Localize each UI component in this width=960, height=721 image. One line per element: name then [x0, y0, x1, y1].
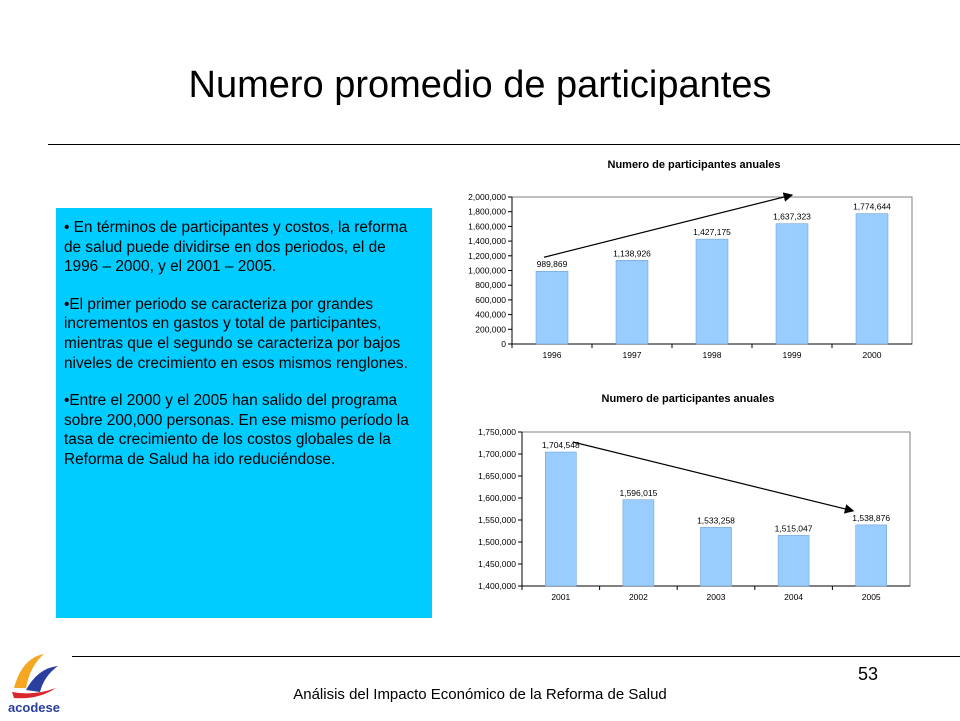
- bar: [545, 452, 576, 586]
- data-label: 1,138,926: [613, 248, 651, 259]
- page-number: 53: [858, 664, 879, 684]
- bar: [696, 239, 728, 344]
- y-tick-label: 0: [501, 339, 506, 349]
- chart-0-title: Numero de participantes anuales: [607, 159, 781, 171]
- logo-text: acodese: [7, 700, 61, 715]
- y-tick-label: 1,400,000: [478, 581, 516, 591]
- bar: [776, 224, 808, 344]
- data-label: 1,427,175: [693, 227, 731, 238]
- data-label: 1,704,548: [541, 439, 580, 450]
- bar: [856, 525, 887, 586]
- data-label: 989,869: [536, 259, 568, 270]
- x-tick-label: 2005: [861, 592, 881, 602]
- bar: [536, 271, 568, 344]
- slide-title: Numero promedio de participantes: [188, 64, 772, 106]
- bar: [700, 527, 731, 586]
- chart-1-title: Numero de participantes anuales: [601, 393, 775, 405]
- x-tick-label: 2003: [706, 592, 726, 602]
- y-tick-label: 1,600,000: [478, 493, 516, 503]
- y-tick-label: 800,000: [475, 280, 506, 291]
- participants-chart-1996-2000: [448, 152, 920, 372]
- x-tick-label: 1996: [542, 350, 562, 360]
- acodese-logo-mark: [4, 648, 64, 716]
- x-tick-label: 2000: [862, 350, 882, 360]
- x-tick-label: 1999: [782, 350, 802, 360]
- x-tick-label: 2001: [551, 592, 571, 602]
- y-tick-label: 1,600,000: [468, 221, 506, 232]
- bottom-divider: [72, 656, 960, 657]
- x-tick-label: 2004: [784, 592, 804, 602]
- x-tick-label: 2002: [628, 592, 648, 602]
- data-label: 1,538,876: [852, 512, 891, 523]
- y-tick-label: 1,700,000: [478, 449, 516, 459]
- y-tick-label: 1,450,000: [478, 559, 516, 569]
- y-tick-label: 1,200,000: [468, 250, 506, 261]
- summary-textbox: [56, 208, 432, 618]
- y-tick-label: 1,750,000: [478, 427, 516, 437]
- data-label: 1,515,047: [774, 523, 813, 534]
- y-tick-label: 600,000: [475, 294, 506, 305]
- trend-arrow: [544, 195, 792, 257]
- footer-text: Análisis del Impacto Económico de la Reforma de Salud: [293, 686, 667, 703]
- data-label: 1,596,015: [619, 487, 658, 498]
- chart-2-svg: [448, 384, 920, 616]
- data-label: 1,637,323: [773, 211, 811, 222]
- bullet-1: • En términos de participantes y costos, la reforma de salud puede dividirse en dos periodos, el de 1996 – 2000, y el 2001 – 2005.: [64, 219, 408, 276]
- bullet-3: •Entre el 2000 y el 2005 han salido del programa sobre 200,000 personas. En ese mismo período la tasa de crecimiento de los costos globales de la Reforma de Salud ha ido reduciéndose.: [64, 392, 409, 468]
- y-tick-label: 1,500,000: [478, 537, 516, 547]
- y-tick-label: 400,000: [475, 309, 506, 320]
- data-label: 1,533,258: [697, 515, 735, 526]
- participants-chart-2001-2005: [448, 384, 920, 616]
- y-tick-label: 200,000: [475, 324, 506, 335]
- bullet-2: •El primer periodo se caracteriza por grandes incrementos en gastos y total de participantes, mientras que el segundo se caracteriza por bajos niveles de crecimiento en esos mismos renglones.: [64, 295, 408, 372]
- bar: [778, 535, 809, 586]
- data-label: 1,774,644: [853, 201, 891, 212]
- top-divider: [48, 144, 960, 145]
- y-tick-label: 1,550,000: [478, 515, 516, 525]
- y-tick-label: 1,800,000: [468, 206, 506, 217]
- chart-1-svg: [448, 152, 920, 372]
- bar: [856, 214, 888, 344]
- bar: [623, 500, 654, 586]
- x-tick-label: 1997: [622, 350, 642, 360]
- trend-arrow: [573, 442, 853, 511]
- y-tick-label: 2,000,000: [468, 192, 506, 202]
- y-tick-label: 1,650,000: [478, 471, 516, 481]
- x-tick-label: 1998: [702, 350, 722, 360]
- y-tick-label: 1,400,000: [468, 236, 506, 247]
- y-tick-label: 1,000,000: [468, 265, 506, 276]
- bar: [616, 260, 648, 344]
- acodese-logo: [4, 648, 64, 716]
